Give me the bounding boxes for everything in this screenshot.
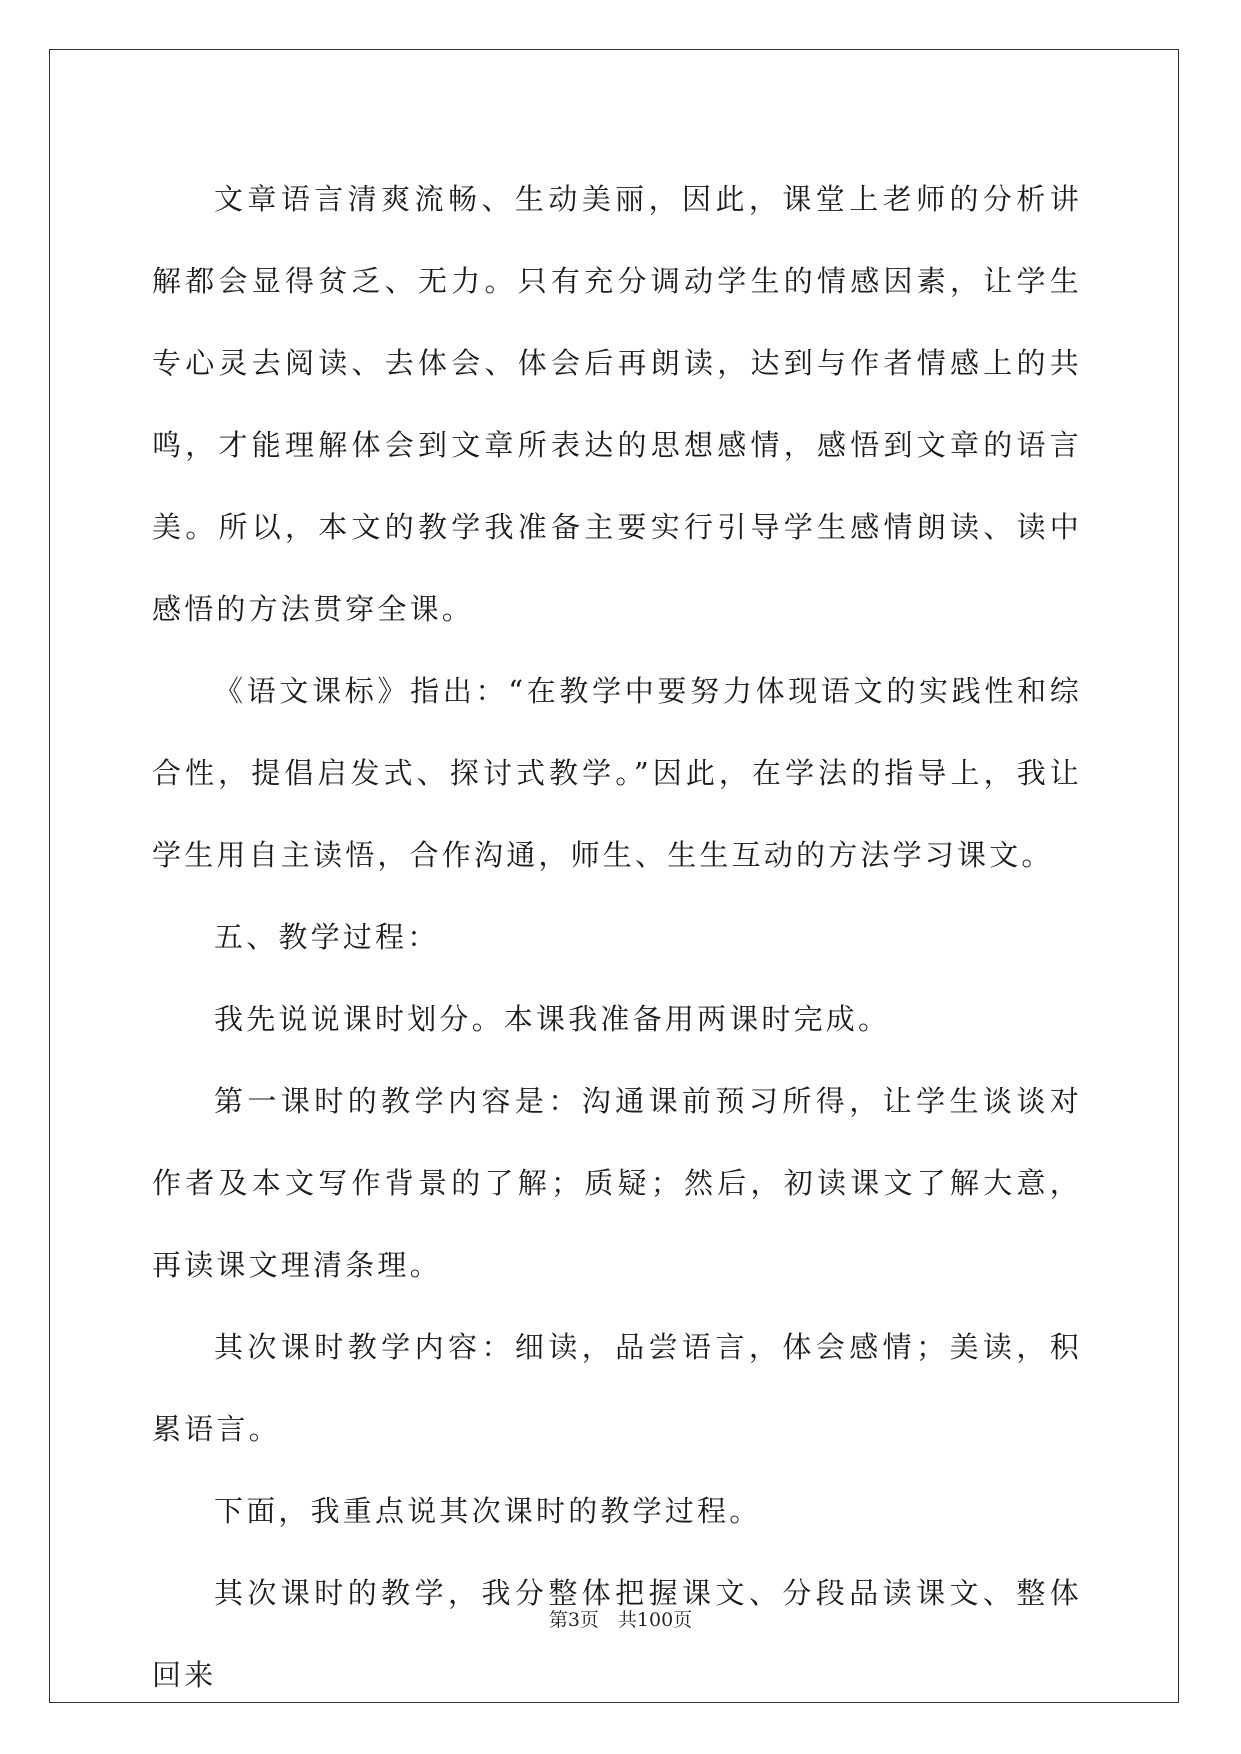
section-heading: 五、教学过程：: [214, 920, 440, 954]
paragraph: 下面，我重点说其次课时的教学过程。: [214, 1494, 762, 1528]
paragraph: 其次课时的教学，我分整体把握课文、分段品读课文、整体回来: [152, 1576, 1082, 1692]
paragraph: 第一课时的教学内容是：沟通课前预习所得，让学生谈谈对作者及本文写作背景的了解；质疑；然后，初读课文了解大意，再读课文理清条理。: [152, 1084, 1082, 1282]
paragraph: 《语文课标》指出：“在教学中要努力体现语文的实践性和综合性，提倡启发式、探讨式教学。”因此，在学法的指导上，我让学生用自主读悟，合作沟通，师生、生生互动的方法学习课文。: [152, 674, 1082, 872]
document-body: [152, 158, 1082, 1716]
paragraph: 我先说说课时划分。本课我准备用两课时完成。: [214, 1002, 891, 1036]
page-number: 第3页 共100页: [548, 1609, 693, 1631]
paragraph: 其次课时教学内容：细读，品尝语言，体会感情；美读，积累语言。: [152, 1330, 1082, 1446]
paragraph: 文章语言清爽流畅、生动美丽，因此，课堂上老师的分析讲解都会显得贫乏、无力。只有充分调动学生的情感因素，让学生专心灵去阅读、去体会、体会后再朗读，达到与作者情感上的共鸣，才能理解体会到文章所表达的思想感情，感悟到文章的语言美。所以，本文的教学我准备主要实行引导学生感情朗读、读中感悟的方法贯穿全课。: [152, 182, 1082, 626]
